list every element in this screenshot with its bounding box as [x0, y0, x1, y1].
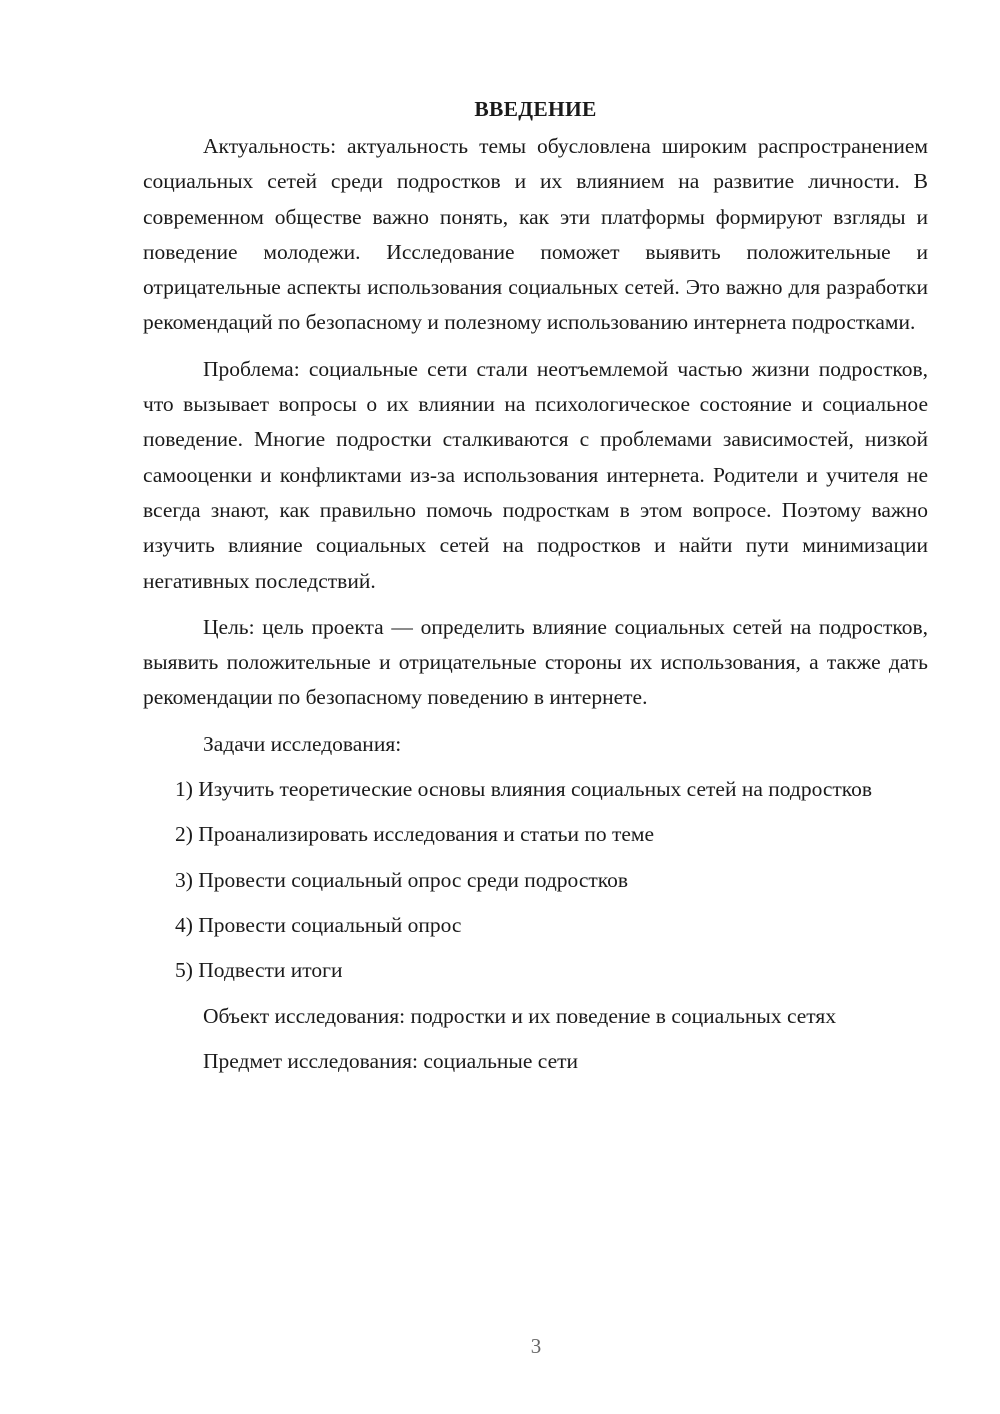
- task-item-3: 3) Провести социальный опрос среди подростков: [175, 867, 629, 892]
- task-item-1: 1) Изучить теоретические основы влияния социальных сетей на подростков: [175, 777, 873, 802]
- research-object: Объект исследования: подростки и их поведение в социальных сетях: [203, 1003, 837, 1028]
- page-content: [143, 92, 928, 1089]
- tasks-heading: Задачи исследования:: [203, 731, 402, 756]
- task-item-5: 5) Подвести итоги: [175, 958, 343, 983]
- research-subject: Предмет исследования: социальные сети: [203, 1048, 579, 1073]
- page-number: 3: [530, 1334, 542, 1358]
- task-item-2: 2) Проанализировать исследования и статьи по теме: [175, 822, 655, 847]
- problem-paragraph: Проблема: социальные сети стали неотъемлемой частью жизни подростков, что вызывает вопросы о их влиянии на психологическое состояние и социальное поведение. Многие подростки сталкиваются с проблемами зависимостей, низкой самооценки и конфликтами из-за использования интернета. Родители и учителя не всегда знают, как правильно помочь подросткам в этом вопросе. Поэтому важно изучить влияние социальных сетей на подростков и найти пути минимизации негативных последствий.: [143, 356, 928, 593]
- relevance-paragraph: Актуальность: актуальность темы обусловлена широким распространением социальных сетей среди подростков и их влиянием на развитие личности. В современном обществе важно понять, как эти платформы формируют взгляды и поведение молодежи. Исследование поможет выявить положительные и отрицательные аспекты использования социальных сетей. Это важно для разработки рекомендаций по безопасному и полезному использованию интернета подростками.: [143, 134, 928, 335]
- page-title: ВВЕДЕНИЕ: [474, 97, 597, 121]
- goal-paragraph: Цель: цель проекта — определить влияние социальных сетей на подростков, выявить положительные и отрицательные стороны их использования, а также дать рекомендации по безопасному поведению в интернете.: [143, 614, 928, 710]
- task-item-4: 4) Провести социальный опрос: [175, 912, 462, 937]
